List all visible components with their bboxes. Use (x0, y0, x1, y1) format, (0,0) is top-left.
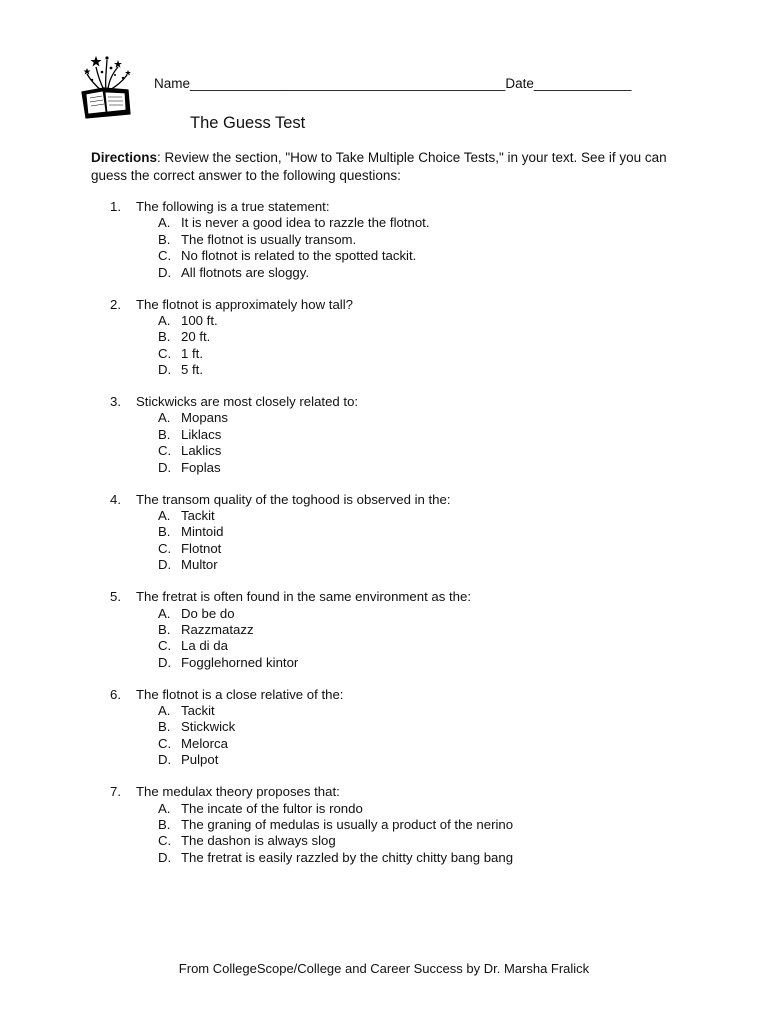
question-list (110, 199, 513, 882)
option-letter: A. (158, 215, 171, 231)
option-letter: D. (158, 752, 172, 768)
option-letter: B. (158, 231, 171, 247)
option-text: 20 ft. (181, 329, 211, 345)
option-item[interactable] (110, 801, 513, 817)
question-number: 3. (110, 394, 121, 410)
question-item (110, 492, 513, 574)
option-text: Multor (181, 557, 218, 573)
option-text: 5 ft. (181, 362, 203, 378)
question-number: 5. (110, 589, 121, 605)
option-letter: B. (158, 426, 171, 442)
option-item[interactable] (110, 215, 513, 231)
option-letter: C. (158, 638, 172, 654)
option-text: 100 ft. (181, 312, 218, 328)
page-title: The Guess Test (190, 114, 306, 132)
option-letter: D. (158, 459, 172, 475)
option-text: The graning of medulas is usually a product of the nerino (181, 817, 514, 832)
directions-label: Directions (91, 150, 158, 165)
question-stem (110, 492, 513, 508)
option-letter: B. (158, 719, 171, 735)
question-text: The flotnot is approximately how tall? (136, 296, 353, 312)
book-with-stars-icon (78, 54, 136, 120)
option-item[interactable] (110, 655, 513, 671)
option-item[interactable] (110, 703, 513, 719)
question-text: The medulax theory proposes that: (136, 784, 340, 800)
question-stem (110, 394, 513, 410)
question-item (110, 687, 513, 769)
option-letter: B. (158, 524, 171, 540)
question-text: The fretrat is often found in the same environment as the: (136, 589, 471, 605)
question-item (110, 394, 513, 476)
date-label: Date (505, 76, 534, 91)
option-item[interactable] (110, 524, 513, 540)
option-text: Mopans (181, 410, 228, 426)
option-letter: A. (158, 800, 171, 816)
option-item[interactable] (110, 362, 513, 378)
option-text: Tackit (181, 508, 215, 523)
question-stem (110, 784, 513, 800)
option-text: Melorca (181, 735, 228, 751)
question-text: The transom quality of the toghood is observed in the: (136, 491, 451, 507)
option-text: Liklacs (181, 426, 222, 442)
option-item[interactable] (110, 541, 513, 557)
option-text: Fogglehorned kintor (181, 654, 299, 670)
name-blank[interactable]: __________________________________________ (190, 76, 506, 91)
option-list (110, 703, 513, 769)
option-item[interactable] (110, 232, 513, 248)
question-stem (110, 297, 513, 313)
option-text: Foplas (181, 459, 221, 475)
option-text: La di da (181, 638, 228, 654)
option-item[interactable] (110, 833, 513, 849)
footer-text: From CollegeScope/College and Career Success by Dr. Marsha Fralick (178, 961, 590, 976)
question-stem (110, 589, 513, 605)
option-text: Flotnot (181, 540, 222, 556)
option-text: Mintoid (181, 524, 224, 540)
question-number: 2. (110, 296, 121, 312)
option-item[interactable] (110, 460, 513, 476)
option-letter: B. (158, 817, 171, 832)
question-stem (110, 199, 513, 215)
option-item[interactable] (110, 313, 513, 329)
option-letter: A. (158, 410, 171, 426)
option-text: The flotnot is usually transom. (181, 231, 357, 247)
option-text: No flotnot is related to the spotted tackit. (181, 248, 417, 264)
name-date-line (154, 75, 632, 93)
option-text: The fretrat is easily razzled by the chitty chitty bang bang (181, 849, 514, 865)
option-letter: C. (158, 248, 172, 264)
option-list (110, 606, 513, 672)
option-text: Tackit (181, 703, 215, 719)
option-item[interactable] (110, 248, 513, 264)
option-text: Stickwick (181, 719, 236, 735)
option-item[interactable] (110, 329, 513, 345)
option-text: The dashon is always slog (181, 833, 336, 849)
option-item[interactable] (110, 606, 513, 622)
directions-text: : Review the section, "How to Take Multiple Choice Tests," in your text. See if you can guess the correct answer to the following questions: (91, 150, 667, 183)
option-item[interactable] (110, 850, 513, 866)
option-item[interactable] (110, 265, 513, 281)
question-text: Stickwicks are most closely related to: (136, 394, 359, 410)
question-item (110, 297, 513, 379)
question-item (110, 199, 513, 281)
option-text: Laklics (181, 443, 222, 459)
option-letter: A. (158, 312, 171, 328)
option-item[interactable] (110, 736, 513, 752)
question-number: 7. (110, 784, 121, 800)
footer-credit (0, 961, 768, 977)
option-item[interactable] (110, 817, 513, 833)
option-item[interactable] (110, 638, 513, 654)
question-item (110, 589, 513, 671)
option-item[interactable] (110, 427, 513, 443)
option-letter: B. (158, 329, 171, 345)
question-number: 6. (110, 686, 121, 702)
option-letter: D. (158, 849, 172, 865)
option-letter: C. (158, 833, 172, 849)
option-letter: C. (158, 540, 172, 556)
option-text: The incate of the fultor is rondo (181, 800, 363, 816)
option-letter: D. (158, 264, 172, 280)
option-text: 1 ft. (181, 345, 203, 361)
option-item[interactable] (110, 508, 513, 524)
option-item[interactable] (110, 752, 513, 768)
option-list (110, 801, 513, 867)
option-text: Razzmatazz (181, 621, 254, 637)
option-item[interactable] (110, 346, 513, 362)
option-item[interactable] (110, 443, 513, 459)
option-letter: A. (158, 703, 171, 719)
question-stem (110, 687, 513, 703)
option-letter: D. (158, 654, 172, 670)
option-letter: C. (158, 443, 172, 459)
date-blank[interactable]: _____________ (533, 76, 632, 91)
option-item[interactable] (110, 410, 513, 426)
question-item (110, 784, 513, 866)
option-letter: A. (158, 605, 171, 621)
option-list (110, 215, 513, 281)
option-item[interactable] (110, 622, 513, 638)
option-text: All flotnots are sloggy. (181, 264, 310, 280)
option-letter: C. (158, 735, 172, 751)
question-number: 1. (110, 199, 121, 214)
question-text: The following is a true statement: (136, 199, 330, 214)
directions-paragraph (91, 149, 691, 184)
option-item[interactable] (110, 557, 513, 573)
option-letter: C. (158, 345, 172, 361)
option-letter: A. (158, 508, 171, 523)
option-text: Pulpot (181, 752, 219, 768)
option-letter: B. (158, 621, 171, 637)
option-text: Do be do (181, 605, 235, 621)
question-number: 4. (110, 491, 121, 507)
option-letter: D. (158, 362, 172, 378)
option-list (110, 313, 513, 379)
option-text: It is never a good idea to razzle the flotnot. (181, 215, 430, 231)
option-letter: D. (158, 557, 172, 573)
option-list (110, 508, 513, 574)
name-label: Name (154, 76, 191, 91)
option-item[interactable] (110, 719, 513, 735)
question-text: The flotnot is a close relative of the: (136, 686, 344, 702)
option-list (110, 410, 513, 476)
